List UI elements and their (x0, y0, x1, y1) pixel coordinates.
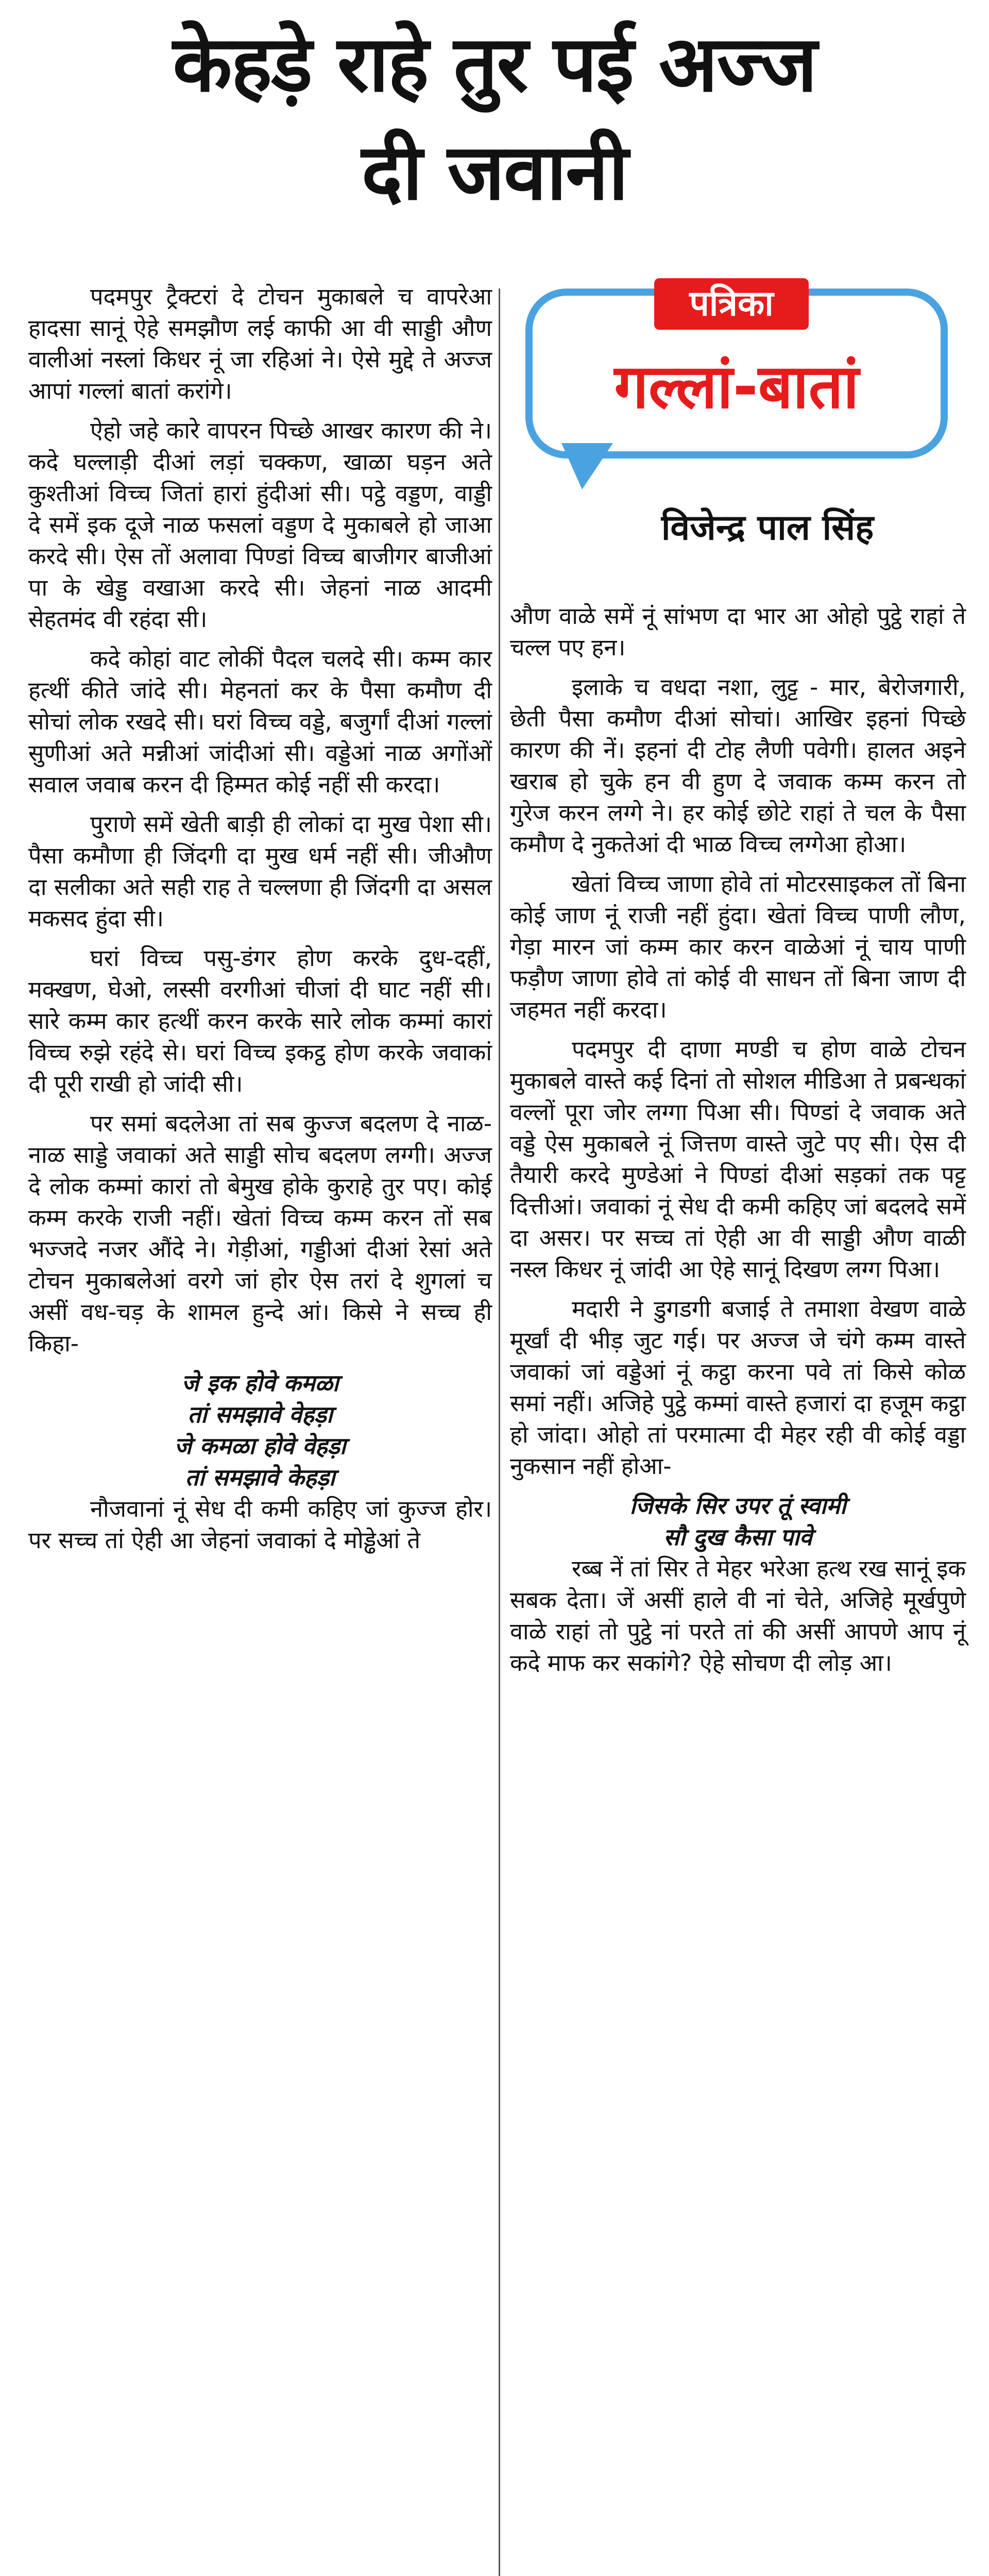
paragraph: मदारी ने डुगडगी बजाई ते तमाशा वेखण वाळे मूर्खां दी भीड़ जुट गई। पर अज्ज जे चंगे कम्म वास्ते जवाकां जां वड्डेआं नूं कट्ठा करना पवे तां किसे कोळ समां नहीं। अजिहे पुट्ठे कम्मां वास्ते हजारां दा हजूम कट्ठा हो जांदा। ओहो तां परमात्मा दी मेहर रही वी कोई वड्डा नुकसान नहीं होआ- (510, 1295, 966, 1480)
headline (0, 10, 989, 227)
paragraph: ऐहो जहे कारे वापरन पिच्छे आखर कारण की ने। कदे घल्लाड़ी दीआं लड़ां चक्कण, खाळा घड़न अते कुश्तीआं विच्च जितां हारां हुंदीआं सी। पट्ठे वड्डण, वाड्डी दे समें इक दूजे नाळ फसलां वड्डण दे मुकाबले हो जाआ करदे सी। ऐस तों अलावा पिण्डां विच्च बाजीगर बाजीआं पा के खेड्ड वखाआ करदे सी। जेहनां नाळ आदमी सेहतमंद वी रहंदा सी। (28, 417, 492, 633)
paragraph: औण वाळे समें नूं सांभण दा भार आ ओहो पुट्ठे राहां ते चल्ल पए हन। (510, 602, 966, 661)
paragraph: पुराणे समें खेती बाड़ी ही लोकां दा मुख पेशा सी। पैसा कमौणा ही जिंदगी दा मुख धर्म नहीं सी। जीऔण दा सलीका अते सही राह ते चल्लणा ही जिंदगी दा असल मकसद हुंदा सी। (28, 810, 492, 932)
paragraph: इलाके च वधदा नशा, लुट्ट - मार, बेरोजगारी, छेती पैसा कमौण दीआं सोचां। आखिर इहनां पिच्छे कारण की नें। इहनां दी टोह लैणी पवेगी। हालत अइने खराब हो चुके हन वी हुण दे जवाक कम्म करन तो गुरेज करन लग्गे ने। हर कोई छोटे राहां ते चल के पैसा कमौण दे नुकतेआं दी भाळ विच्च लग्गेआ होआ। (510, 673, 966, 858)
article-column-right (510, 600, 966, 1687)
verse-line: जे इक होवे कमळा (181, 1369, 339, 1397)
author-byline: विजेन्द्र पाल सिंह (661, 507, 874, 548)
headline-line-1: केहड़े राहे तुर पई अज्ज (173, 20, 816, 109)
paragraph: कदे कोहां वाट लोकीं पैदल चलदे सी। कम्म कार हत्थीं कीते जांदे सी। मेहनतां कर के पैसा कमौण दी सोचां लोक रखदे सी। घरां विच्च वड्डे, बजुर्गां दीआं गल्लां सुणीआं अते मन्नीआं जांदीआं सी। वड्डेआं नाळ अगोंओं सवाल जवाब करन दी हिम्मत कोई नहीं सी करदा। (28, 645, 492, 798)
column-badge (520, 278, 968, 556)
badge-pill: पत्रिका (654, 278, 809, 330)
badge-title: गल्लां-बातां (614, 351, 859, 422)
paragraph: पर समां बदलेआ तां सब कुज्ज बदलण दे नाळ-नाळ साड्डे जवाकां अते साड्डी सोच बदलण लग्गी। अज्ज दे लोक कम्मां कारां तो बेमुख होके कुराहे तुर पए। कोई कम्म करके राजी नहीं। खेतां विच्च कम्म करन तों सब भज्जदे नजर औंदे ने। गेड़ीआं, गड्डीआं दीआं रेसां अते टोचन मुकाबलेआं वरगे जां होर ऐस तरां दे शुगलां च असीं वध-चड़ के शामल हुन्दे आं। किसे ने सच्च ही किहा- (28, 1110, 492, 1357)
paragraph: खेतां विच्च जाणा होवे तां मोटरसाइकल तों बिना कोई जाण नूं राजी नहीं हुंदा। खेतां विच्च पाणी लौण, गेड़ा मारन जां कम्म कार करन वाळेआं नूं चाय पाणी फड़ौण जाणा होवे तां कोई वी साधन तों बिना जाण दी जहमत नहीं करदा। (510, 870, 966, 1023)
verse-line: जे कमळा होवे वेहड़ा (174, 1432, 346, 1460)
paragraph: नौजवानां नूं सेध दी कमी कहिए जां कुज्ज होर। पर सच्च तां ऐही आ जेहनां जवाकां दे मोड्ढेआं ते (28, 1495, 492, 1554)
verse-line: जिसके सिर उपर तूं स्वामी (629, 1492, 846, 1519)
paragraph: घरां विच्च पसु-डंगर होण करके दुध-दहीं, मक्खण, घेओ, लस्सी वरगीआं चीजां दी घाट नहीं सी। सारे कम्म कार हत्थीं करन करके सारे लोक कम्मां कारां विच्च रुझे रहंदे से। घरां विच्च इकट्ठ होण करके जवाकां दी पूरी राखी हो जांदी सी। (28, 944, 492, 1097)
paragraph: पदमपुर दी दाणा मण्डी च होण वाळे टोचन मुकाबले वास्ते कई दिनां तो सोशल मीडिआ ते प्रबन्धकां वल्लों पूरा जोर लग्गा पिआ सी। पिण्डां दे जवाक अते वड्डे ऐस मुकाबले नूं जित्तण वास्ते जुटे पए सी। ऐस दी तैयारी करदे मुण्डेआं ने पिण्डां दीआं सड़कां तक पट्ट दित्तीआं। जवाकां नूं सेध दी कमी कहिए जां बदलदे समें दा असर। पर सच्च तां ऐही आ वी साड्डी औण वाळी नस्ल किधर नूं जांदी आ ऐहे सानूं दिखण लग्ग पिआ। (510, 1036, 966, 1283)
verse-line: तां समझावे केहड़ा (185, 1464, 335, 1491)
paragraph: पदमपुर ट्रैक्टरां दे टोचन मुकाबले च वापरेआ हादसा सानूं ऐहे समझौण लई काफी आ वी साड्डी औण वालीआं नस्लां किधर नूं जा रहिआं ने। ऐसे मुद्दे ते अज्ज आपां गल्लां बातां करांगे। (28, 283, 492, 404)
paragraph: रब्ब नें तां सिर ते मेहर भरेआ हत्थ रख सानूं इक सबक देता। जें असीं हाले वी नां चेते, अजिहे मूर्खपुणे वाळे राहां तो पुट्ठे नां परते तां की असीं आपणे आप नूं कदे माफ कर सकांगे? ऐहे सोचण दी लोड़ आ। (510, 1555, 966, 1676)
column-divider (499, 289, 500, 2576)
headline-line-2: दी जवानी (361, 128, 628, 217)
verse-line: तां समझावे वेहड़ा (187, 1401, 333, 1428)
verse-line: सौ दुख कैसा पावे (663, 1523, 812, 1551)
speech-bubble-tail-icon (561, 443, 613, 489)
article-column-left (28, 281, 492, 1564)
